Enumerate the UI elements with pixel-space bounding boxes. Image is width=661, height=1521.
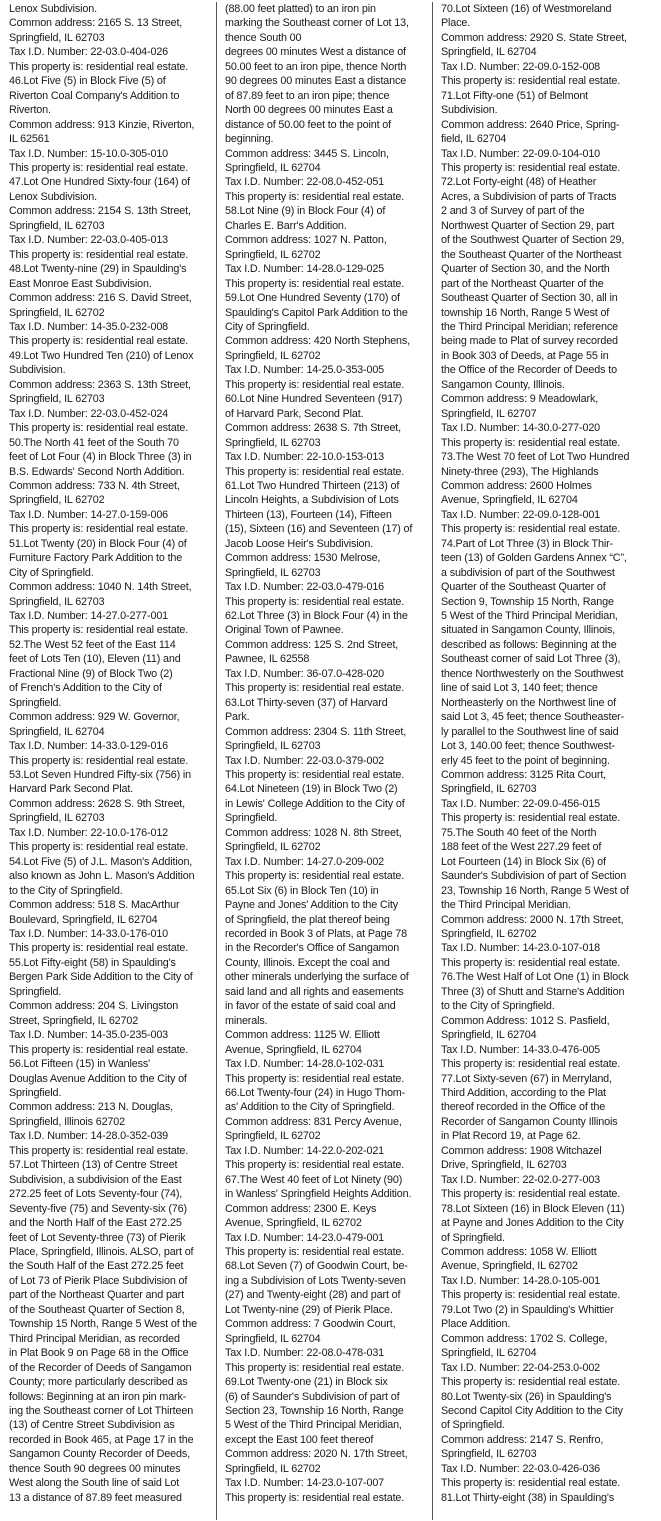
column-divider-2 [432, 2, 433, 1520]
column-1-text: Lenox Subdivision. Common address: 2165 S. 13 Street, Springfield, IL 62703 Tax I.D. Number: 22-03.0-404-026 This property is: residential real estate. 46.Lot Five (5) in Block Five (5) of Riverton Coal Company's Addition to Riverton. Common address: 913 Kinzie, Riverton, IL 62561 Tax I.D. Number: 15-10.0-305-010 This property is: residential real estate. 47.Lot One Hundred Sixty-four (164) of Lenox Subdivision. Common address: 2154 S. 13th Street, Springfield, IL 62703 Tax I.D. Number: 22-03.0-405-013 This property is: residential real estate. 48.Lot Twenty-nine (29) in Spaulding's East Monroe East Subdivision. Common address: 216 S. David Street, Springfield, IL 62702 Tax I.D. Number: 14-35.0-232-008 This property is: residential real estate. 49.Lot Two Hundred Ten (210) of Lenox Subdivision. Common address: 2363 S. 13th Street, Springfield, IL 62703 Tax I.D. Number: 22-03.0-452-024 This property is: residential real estate. 50.The North 41 feet of the South 70 feet of Lot Four (4) in Block Three (3) in B.S. Edwards' Second North Addition. Common address: 733 N. 4th Street, Springfield, IL 62702 Tax I.D. Number: 14-27.0-159-006 This property is: residential real estate. 51.Lot Twenty (20) in Block Four (4) of Furniture Factory Park Addition to the City of Springfield. Common address: 1040 N. 14th Street, Springfield, IL 62703 Tax I.D. Number: 14-27.0-277-001 This property is: residential real estate. 52.The West 52 feet of the East 114 feet of Lots Ten (10), Eleven (11) and Fractional Nine (9) of Block Two (2) of French's Addition to the City of Springfield. Common address: 929 W. Governor, Springfield, IL 62704 Tax I.D. Number: 14-33.0-129-016 This property is: residential real estate. 53.Lot Seven Hundred Fifty-six (756) in Harvard Park Second Plat. Common address: 2628 S. 9th Street, Springfield, IL 62703 Tax I.D. Number: 22-10.0-176-012 This property is: residential real estate. 54.Lot Five (5) of J.L. Mason's Addition, also known as John L. Mason's Addition to the City of Springfield. Common address: 518 S. MacArthur Boulevard, Springfield, IL 62704 Tax I.D. Number: 14-33.0-176-010 This property is: residential real estate. 55.Lot Fifty-eight (58) in Spaulding's Bergen Park Side Addition to the City of Springfield. Common address: 204 S. Livingston Street, Springfield, IL 62702 Tax I.D. Number: 14-35.0-235-003 This property is: residential real estate. 56.Lot Fifteen (15) in Wanless' Douglas Avenue Addition to the City of Springfield. Common address: 213 N. Douglas, Springfield, Illinois 62702 Tax I.D. Number: 14-28.0-352-039 This property is: residential real estate. 57.Lot Thirteen (13) of Centre Street Subdivision, a subdivision of the East 272.25 feet of Lots Seventy-four (74), Seventy-five (75) and Seventy-six (76) and the North Half of the East 272.25 feet of Lot Seventy-three (73) of Pierik Place, Springfield, Illinois. ALSO, part of the South Half of the East 272.25 feet of Lot 73 of Pierik Place Subdivision of part of the Northeast Quarter and part of the Southeast Quarter of Section 8, Township 15 North, Range 5 West of the Third Principal Meridian, as recorded in Plat Book 9 on Page 68 in the Office of the Recorder of Deeds of Sangamon County; more particularly described as follows: Beginning at an iron pin mark- ing the Southeast corner of Lot Thirteen (13) of Centre Street Subdivision as recorded in Book 465, at Page 17 in the Sangamon County Recorder of Deeds, thence South 90 degrees 00 minutes West along the South line of said Lot 13 a distance of 87.89 feet measured [9, 3, 197, 1504]
text-column-3 [436, 2, 645, 1521]
text-column-2 [220, 2, 429, 1521]
column-3-text: 70.Lot Sixteen (16) of Westmoreland Place. Common address: 2920 S. State Street, Springfield, IL 62704 Tax I.D. Number: 22-09.0-152-008 This property is: residential real estate. 71.Lot Fifty-one (51) of Belmont Subdivision. Common address: 2640 Price, Spring- field, IL 62704 Tax I.D. Number: 22-09.0-104-010 This property is: residential real estate. 72.Lot Forty-eight (48) of Heather Acres, a Subdivision of parts of Tracts 2 and 3 of Survey of part of the Northwest Quarter of Section 29, part of the Southwest Quarter of Section 29, the Southeast Quarter of the Northeast Quarter of Section 30, and the North part of the Northeast Quarter of the Southeast Quarter of Section 30, all in township 16 North, Range 5 West of the Third Principal Meridian; reference being made to Plat of survey recorded in Book 303 of Deeds, at Page 55 in the Office of the Recorder of Deeds to Sangamon County, Illinois. Common address: 9 Meadowlark, Springfield, IL 62707 Tax I.D. Number: 14-30.0-277-020 This property is: residential real estate. 73.The West 70 feet of Lot Two Hundred Ninety-three (293), The Highlands Common address: 2600 Holmes Avenue, Springfield, IL 62704 Tax I.D. Number: 22-09.0-128-001 This property is: residential real estate. 74.Part of Lot Three (3) in Block Thir- teen (13) of Golden Gardens Annex “C”, a subdivision of part of the Southwest Quarter of the Southeast Quarter of Section 9, Township 15 North, Range 5 West of the Third Principal Meridian, situated in Sangamon County, Illinois, described as follows: Beginning at the Southeast corner of said Lot Three (3), thence Northwesterly on the Southwest line of said Lot 3, 140 feet; thence Northeasterly on the Northwest line of said Lot 3, 45 feet; thence Southeaster- ly parallel to the Southwest line of said Lot 3, 140.00 feet; thence Southwest- erly 45 feet to the point of beginning. Common address: 3125 Rita Court, Springfield, IL 62703 Tax I.D. Number: 22-09.0-456-015 This property is: residential real estate. 75.The South 40 feet of the North 188 feet of the West 227.29 feet of Lot Fourteen (14) in Block Six (6) of Saunder's Subdivision of part of Section 23, Township 16 North, Range 5 West of the Third Principal Meridian. Common address: 2000 N. 17th Street, Springfield, IL 62702 Tax I.D. Number: 14-23.0-107-018 This property is: residential real estate. 76.The West Half of Lot One (1) in Block Three (3) of Shutt and Starne's Addition to the City of Springfield. Common Address: 1012 S. Pasfield, Springfield, IL 62704 Tax I.D. Number: 14-33.0-476-005 This property is: residential real estate. 77.Lot Sixty-seven (67) in Merryland, Third Addition, according to the Plat thereof recorded in the Office of the Recorder of Sangamon County Illinois in Plat Record 19, at Page 62. Common address: 1908 Witchazel Drive, Springfield, IL 62703 Tax I.D. Number: 22-02.0-277-003 This property is: residential real estate. 78.Lot Sixteen (16) in Block Eleven (11) at Payne and Jones Addition to the City of Springfield. Common address: 1058 W. Elliott Avenue, Springfield, IL 62702 Tax I.D. Number: 14-28.0-105-001 This property is: residential real estate. 79.Lot Two (2) in Spaulding's Whittier Place Addition. Common address: 1702 S. College, Springfield, IL 62704 Tax I.D. Number: 22-04-253.0-002 This property is: residential real estate. 80.Lot Twenty-six (26) in Spaulding's Second Capitol City Addition to the City of Springfield. Common address: 2147 S. Renfro, Springfield, IL 62703 Tax I.D. Number: 22-03.0-426-036 This property is: residential real estate. 81.Lot Thirty-eight (38) in Spaulding's [441, 3, 630, 1504]
text-column-1 [4, 2, 213, 1521]
column-2-text: (88.00 feet platted) to an iron pin marking the Southeast corner of Lot 13, thence South 00 degrees 00 minutes West a distance of 50.00 feet to an iron pipe, thence North 90 degrees 00 minutes East a distance of 87.89 feet to an iron pipe; thence North 00 degrees 00 minutes East a distance of 50.00 feet to the point of beginning. Common address: 3445 S. Lincoln, Springfield, IL 62704 Tax I.D. Number: 22-08.0-452-051 This property is: residential real estate. 58.Lot Nine (9) in Block Four (4) of Charles E. Barr's Addition. Common address: 1027 N. Patton, Springfield, IL 62702 Tax I.D. Number: 14-28.0-129-025 This property is: residential real estate. 59.Lot One Hundred Seventy (170) of Spaulding's Capitol Park Addition to the City of Springfield. Common address: 420 North Stephens, Springfield, IL 62702 Tax I.D. Number: 14-25.0-353-005 This property is: residential real estate. 60.Lot Nine Hundred Seventeen (917) of Harvard Park, Second Plat. Common address: 2638 S. 7th Street, Springfield, IL 62703 Tax I.D. Number: 22-10.0-153-013 This property is: residential real estate. 61.Lot Two Hundred Thirteen (213) of Lincoln Heights, a Subdivision of Lots Thirteen (13), Fourteen (14), Fifteen (15), Sixteen (16) and Seventeen (17) of Jacob Loose Heir's Subdivision. Common address: 1530 Melrose, Springfield, IL 62703 Tax I.D. Number: 22-03.0-479-016 This property is: residential real estate. 62.Lot Three (3) in Block Four (4) in the Original Town of Pawnee. Common address: 125 S. 2nd Street, Pawnee, IL 62558 Tax I.D. Number: 36-07.0-428-020 This property is: residential real estate. 63.Lot Thirty-seven (37) of Harvard Park. Common address: 2304 S. 11th Street, Springfield, IL 62703 Tax I.D. Number: 22-03.0-379-002 This property is: residential real estate. 64.Lot Nineteen (19) in Block Two (2) in Lewis' College Addition to the City of Springfield. Common address: 1028 N. 8th Street, Springfield, IL 62702 Tax I.D. Number: 14-27.0-209-002 This property is: residential real estate. 65.Lot Six (6) in Block Ten (10) in Payne and Jones' Addition to the City of Springfield, the plat thereof being recorded in Book 3 of Plats, at Page 78 in the Recorder's Office of Sangamon County, Illinois. Except the coal and other minerals underlying the surface of said land and all rights and easements in favor of the estate of said coal and minerals. Common address: 1125 W. Elliott Avenue, Springfield, IL 62704 Tax I.D. Number: 14-28.0-102-031 This property is: residential real estate. 66.Lot Twenty-four (24) in Hugo Thom- as' Addition to the City of Springfield. Common address: 831 Percy Avenue, Springfield, IL 62702 Tax I.D. Number: 14-22.0-202-021 This property is: residential real estate. 67.The West 40 feet of Lot Ninety (90) in Wanless' Springfield Heights Addition. Common address: 2300 E. Keys Avenue, Springfield, IL 62702 Tax I.D. Number: 14-23.0-479-001 This property is: residential real estate. 68.Lot Seven (7) of Goodwin Court, be- ing a Subdivision of Lots Twenty-seven (27) and Twenty-eight (28) and part of Lot Twenty-nine (29) of Pierik Place. Common address: 7 Goodwin Court, Springfield, IL 62704 Tax I.D. Number: 22-08.0-478-031 This property is: residential real estate. 69.Lot Twenty-one (21) in Block six (6) of Saunder's Subdivision of part of Section 23, Township 16 North, Range 5 West of the Third Principal Meridian, except the East 100 feet thereof Common address: 2020 N. 17th Street, Springfield, IL 62702 Tax I.D. Number: 14-23.0-107-007 This property is: residential real estate. [225, 3, 413, 1504]
column-divider-1 [216, 2, 217, 1520]
